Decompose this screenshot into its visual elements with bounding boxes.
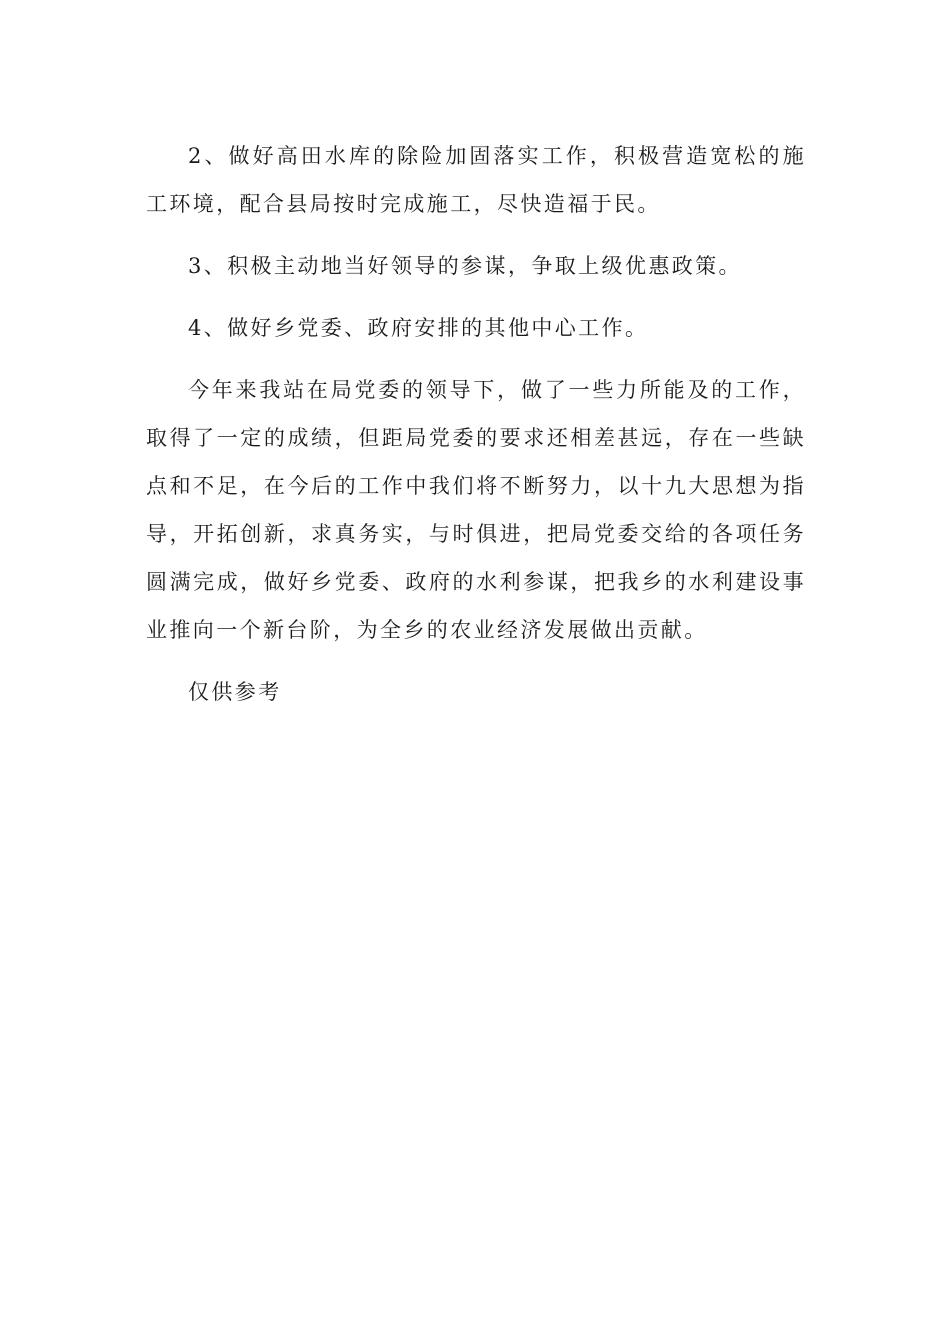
paragraph-summary: 今年来我站在局党委的领导下，做了一些力所能及的工作，取得了一定的成绩，但距局党委的要求还相差甚远，存在一些缺点和不足，在今后的工作中我们将不断努力，以十九大思想为指导，开拓创新，求真务实，与时俱进，把局党委交给的各项任务圆满完成，做好乡党委、政府的水利参谋，把我乡的水利建设事业推向一个新台阶，为全乡的农业经济发展做出贡献。: [146, 378, 806, 642]
paragraph-item-2: 2、做好高田水库的除险加固落实工作，积极营造宽松的施工环境，配合县局按时完成施工，尽快造福于民。: [146, 144, 806, 216]
paragraph-item-4: 4、做好乡党委、政府安排的其他中心工作。: [188, 316, 649, 340]
document-body: [146, 132, 806, 730]
paragraph-item-3: 3、积极主动地当好领导的参谋，争取上级优惠政策。: [188, 254, 742, 278]
paragraph-reference-note: 仅供参考: [188, 680, 282, 704]
